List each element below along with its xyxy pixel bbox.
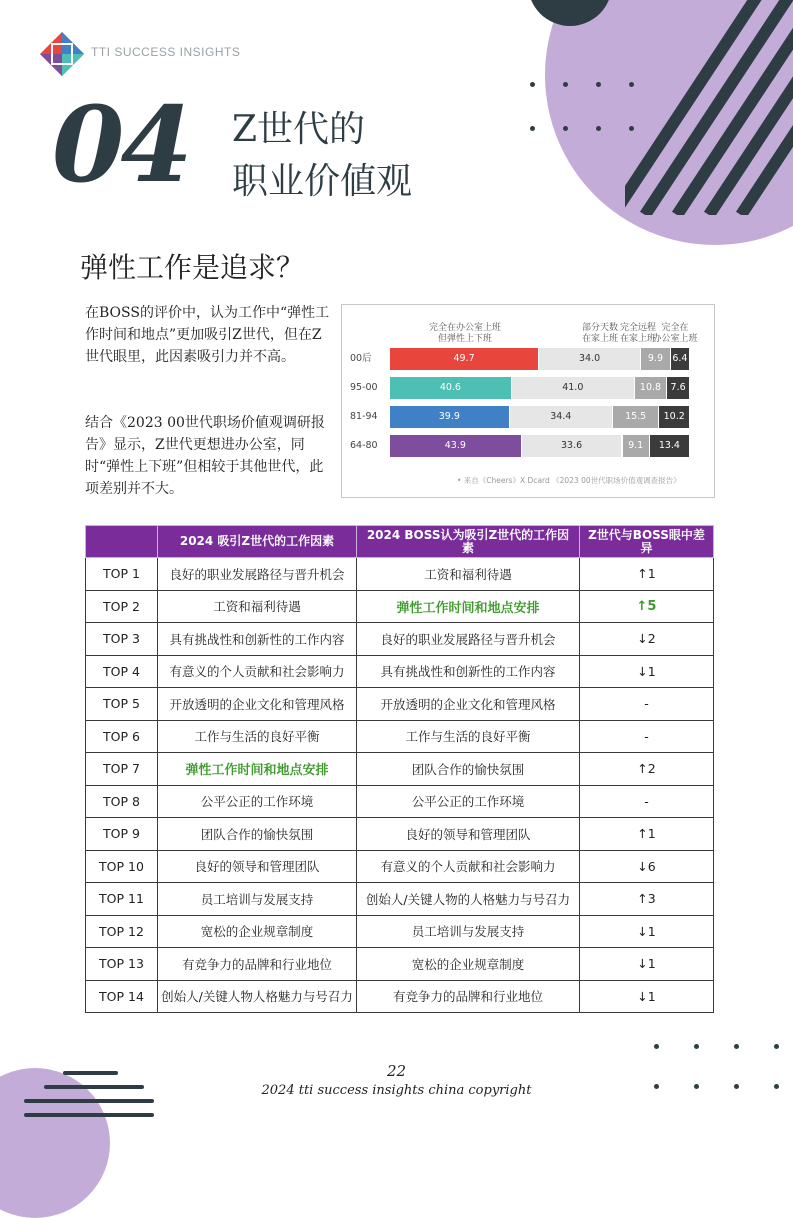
intro-paragraph: 在BOSS的评价中，认为工作中“弹性工作时间和地点”更加吸引Z世代，但在Z世代眼里，此因素吸引力并不高。 — [85, 305, 330, 365]
chart-bar-segment: 15.5 — [613, 406, 659, 428]
table-row — [86, 785, 714, 818]
boss-factor-cell: 团队合作的愉快氛围 — [357, 753, 580, 786]
table-row — [86, 850, 714, 883]
chart-bar-segment: 43.9 — [390, 435, 521, 457]
rank-cell: TOP 6 — [86, 720, 158, 753]
difference-cell: - — [580, 720, 714, 753]
z-factor-cell: 团队合作的愉快氛围 — [158, 818, 357, 851]
rank-cell: TOP 3 — [86, 623, 158, 656]
table-row — [86, 688, 714, 721]
chart-category-label: 00后 — [350, 353, 372, 364]
chart-category-label: 64-80 — [350, 440, 378, 451]
section-title: 弹性工作是追求？ — [80, 251, 305, 284]
rank-cell: TOP 10 — [86, 850, 158, 883]
chart-source: • 来自《Cheers》X Dcard 《2023 00世代职场价值观调查报告》 — [457, 476, 681, 485]
difference-cell: - — [580, 785, 714, 818]
table-row — [86, 623, 714, 656]
chart-bar-segment: 9.1 — [623, 435, 649, 457]
difference-cell: ↓1 — [580, 655, 714, 688]
table-row — [86, 883, 714, 916]
legend-header-0 — [425, 323, 505, 345]
chapter-title-line-2: 职业价値观 — [232, 161, 413, 202]
report-paragraph: 结合《2023 00世代职场价値观调研报告》显示，Z世代更想进办公室，同时“弹性上下班”但相较于其他世代，此项差别并不大。 — [85, 415, 325, 497]
decor-dot — [629, 126, 634, 131]
z-factor-cell: 有意义的个人贡献和社会影响力 — [158, 655, 357, 688]
decor-dot — [734, 1044, 739, 1049]
boss-factor-cell: 开放透明的企业文化和管理风格 — [357, 688, 580, 721]
z-factor-cell: 工资和福利待遇 — [158, 590, 357, 623]
chart-bar-segment: 6.4 — [671, 348, 689, 370]
boss-factor-cell: 工资和福利待遇 — [357, 558, 580, 591]
legend-header-line: 但弹性上下班 — [437, 334, 492, 344]
rank-cell: TOP 1 — [86, 558, 158, 591]
legend-header-line: 部分天数 — [581, 323, 618, 333]
boss-factor-cell: 具有挑战性和创新性的工作内容 — [357, 655, 580, 688]
decor-dot — [530, 82, 535, 87]
chart-bar-segment: 49.7 — [390, 348, 538, 370]
decor-diagonal-stripes — [625, 0, 793, 215]
copyright-text: 2024 tti success insights china copyright — [261, 1083, 532, 1098]
legend-header-line: 在家上班 — [619, 334, 656, 344]
chart-category-label: 81-94 — [350, 411, 378, 422]
z-factor-cell: 创始人/关键人物人格魅力与号召力 — [158, 980, 357, 1013]
chart-bar-segment: 41.0 — [512, 377, 634, 399]
table-row — [86, 818, 714, 851]
table-row — [86, 558, 714, 591]
difference-cell: ↑1 — [580, 818, 714, 851]
table-row — [86, 948, 714, 981]
chart-bar-segment: 39.9 — [390, 406, 509, 428]
table-header-row — [86, 526, 714, 558]
difference-cell: - — [580, 688, 714, 721]
boss-factor-cell: 有竞争力的品牌和行业地位 — [357, 980, 580, 1013]
boss-factor-cell: 创始人/关键人物的人格魅力与号召力 — [357, 883, 580, 916]
legend-header-line: 完全在 — [661, 323, 689, 333]
boss-factor-cell: 有意义的个人贡献和社会影响力 — [357, 850, 580, 883]
z-factor-cell: 公平公正的工作环境 — [158, 785, 357, 818]
boss-factor-cell: 员工培训与发展支持 — [357, 915, 580, 948]
table-row — [86, 753, 714, 786]
logo-text: TTI SUCCESS INSIGHTS — [91, 45, 241, 59]
difference-cell: ↓1 — [580, 915, 714, 948]
z-factor-cell: 开放透明的企业文化和管理风格 — [158, 688, 357, 721]
legend-header-line: 在家上班 — [581, 334, 618, 344]
decor-dot — [629, 82, 634, 87]
difference-cell: ↓1 — [580, 948, 714, 981]
decor-dot — [654, 1044, 659, 1049]
boss-factor-cell: 宽松的企业规章制度 — [357, 948, 580, 981]
difference-cell: ↓6 — [580, 850, 714, 883]
chart-bar-segment: 10.8 — [635, 377, 666, 399]
chart-bar-segment: 7.6 — [667, 377, 689, 399]
boss-factor-cell: 弹性工作时间和地点安排 — [357, 590, 580, 623]
rank-cell: TOP 2 — [86, 590, 158, 623]
z-factor-cell: 工作与生活的良好平衡 — [158, 720, 357, 753]
decor-dot — [596, 82, 601, 87]
decor-bottom-line — [24, 1113, 154, 1117]
rank-cell: TOP 14 — [86, 980, 158, 1013]
decor-dot — [596, 126, 601, 131]
rank-cell: TOP 12 — [86, 915, 158, 948]
decor-bottom-line — [24, 1099, 154, 1103]
legend-header-line: 完全在办公室上班 — [428, 323, 501, 333]
decor-dot — [530, 126, 535, 131]
table-row — [86, 655, 714, 688]
boss-factor-cell: 良好的领导和管理团队 — [357, 818, 580, 851]
rank-cell: TOP 5 — [86, 688, 158, 721]
table-row — [86, 590, 714, 623]
chart-category-label: 95-00 — [350, 382, 378, 393]
z-factor-cell: 弹性工作时间和地点安排 — [158, 753, 357, 786]
rank-cell: TOP 4 — [86, 655, 158, 688]
chapter-title-line-1: Z世代的 — [232, 109, 366, 150]
work-factors-table — [85, 525, 714, 1013]
legend-header-3 — [635, 323, 715, 345]
chart-bar-segment: 13.4 — [650, 435, 689, 457]
table-row — [86, 720, 714, 753]
work-mode-chart — [341, 304, 715, 498]
z-factor-cell: 宽松的企业规章制度 — [158, 915, 357, 948]
chapter-number: 04 — [52, 83, 189, 206]
chart-bar-segment: 40.6 — [390, 377, 511, 399]
boss-factor-cell: 良好的职业发展路径与晋升机会 — [357, 623, 580, 656]
chart-bar-segment: 33.6 — [522, 435, 622, 457]
z-factor-cell: 具有挑战性和创新性的工作内容 — [158, 623, 357, 656]
chart-bar-segment: 34.0 — [539, 348, 640, 370]
z-factor-cell: 有竞争力的品牌和行业地位 — [158, 948, 357, 981]
tti-diamond-logo-icon — [38, 30, 86, 78]
boss-factor-cell: 公平公正的工作环境 — [357, 785, 580, 818]
rank-cell: TOP 8 — [86, 785, 158, 818]
rank-cell: TOP 9 — [86, 818, 158, 851]
page-number: 22 — [386, 1062, 407, 1080]
z-factor-cell: 员工培训与发展支持 — [158, 883, 357, 916]
boss-factor-cell: 工作与生活的良好平衡 — [357, 720, 580, 753]
legend-header-line: 办公室上班 — [652, 334, 698, 344]
rank-cell: TOP 13 — [86, 948, 158, 981]
difference-cell: ↑5 — [580, 590, 714, 623]
header-rank — [86, 526, 158, 558]
header-boss-factors: 2024 BOSS认为吸引Z世代的工作因素 — [357, 526, 580, 558]
z-factor-cell: 良好的职业发展路径与晋升机会 — [158, 558, 357, 591]
difference-cell: ↑3 — [580, 883, 714, 916]
chart-bar-segment: 34.4 — [510, 406, 612, 428]
decor-dot — [694, 1044, 699, 1049]
chart-bar-segment: 9.9 — [641, 348, 670, 370]
decor-dot — [563, 82, 568, 87]
decor-dot — [774, 1044, 779, 1049]
rank-cell: TOP 7 — [86, 753, 158, 786]
rank-cell: TOP 11 — [86, 883, 158, 916]
header-z-factors: 2024 吸引Z世代的工作因素 — [158, 526, 357, 558]
table-row — [86, 915, 714, 948]
header-difference: Z世代与BOSS眼中差异 — [580, 526, 714, 558]
z-factor-cell: 良好的领导和管理团队 — [158, 850, 357, 883]
difference-cell: ↓2 — [580, 623, 714, 656]
chart-bar-segment: 10.2 — [659, 406, 689, 428]
difference-cell: ↓1 — [580, 980, 714, 1013]
legend-header-line: 完全远程 — [619, 323, 656, 333]
difference-cell: ↑2 — [580, 753, 714, 786]
decor-dot — [563, 126, 568, 131]
difference-cell: ↑1 — [580, 558, 714, 591]
table-row — [86, 980, 714, 1013]
